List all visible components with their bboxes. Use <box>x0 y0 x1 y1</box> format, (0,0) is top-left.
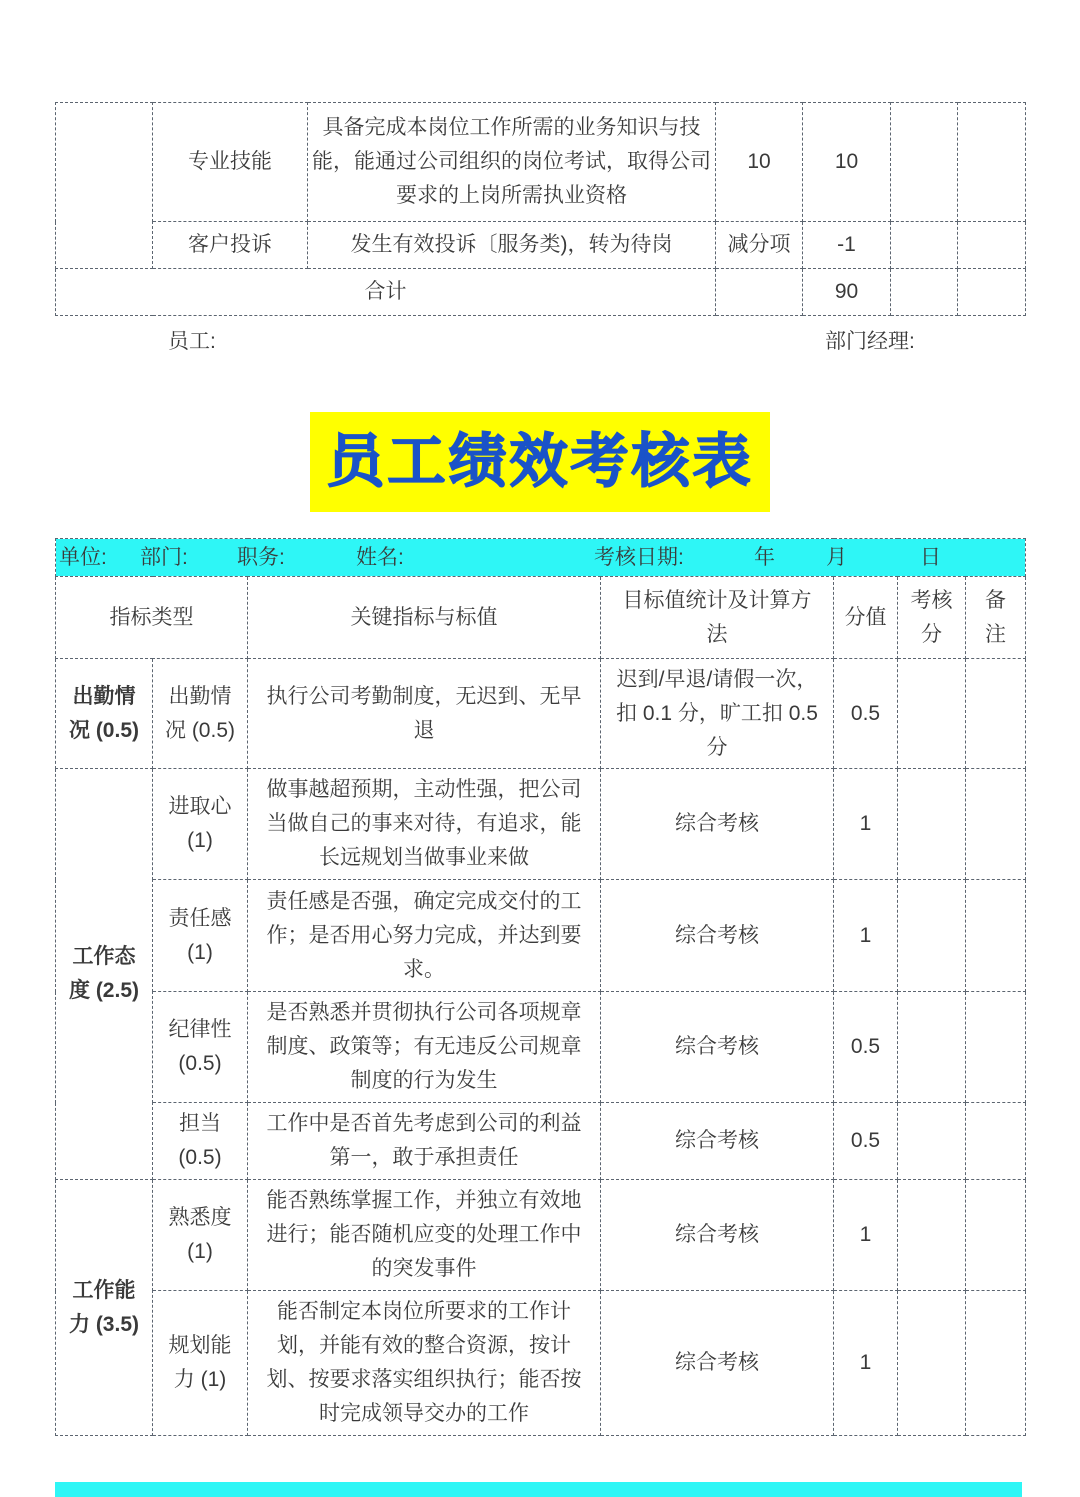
kpi-cell: 是否熟悉并贯彻执行公司各项规章制度、政策等；有无违反公司规章制度的行为发生 <box>248 992 601 1103</box>
kpi-cell: 能否制定本岗位所要求的工作计划，并能有效的整合资源，按计划、按要求落实组织执行；能否按时完成领导交办的工作 <box>248 1291 601 1436</box>
sub-indicator-cell: 进取心 (1) <box>153 769 248 880</box>
group-cell-attendance: 出勤情况 (0.5) <box>56 659 153 769</box>
method-cell: 综合考核 <box>601 880 834 992</box>
total-label-cell: 合计 <box>56 269 716 316</box>
header-kpi: 关键指标与标值 <box>248 577 601 659</box>
kpi-cell: 执行公司考勤制度，无迟到、无早退 <box>248 659 601 769</box>
empty-cell <box>898 1180 966 1291</box>
table-row <box>56 1103 1026 1180</box>
header-row <box>56 577 1026 659</box>
table-row <box>56 880 1026 992</box>
sub-indicator-cell: 纪律性 (0.5) <box>153 992 248 1103</box>
score-cell: 0.5 <box>834 1103 898 1180</box>
sub-indicator-cell: 规划能力 (1) <box>153 1291 248 1436</box>
score-cell: 0.5 <box>834 659 898 769</box>
empty-cell <box>958 222 1026 269</box>
table-row <box>56 769 1026 880</box>
empty-cell <box>898 659 966 769</box>
info-bar-row <box>56 539 1026 577</box>
group-cell-ability: 工作能力 (3.5) <box>56 1180 153 1436</box>
header-indicator-type: 指标类型 <box>56 577 248 659</box>
table-row <box>56 222 1026 269</box>
kpi-cell: 做事越超预期，主动性强，把公司当做自己的事来对待，有追求，能长远规划当做事业来做 <box>248 769 601 880</box>
header-evaluation <box>898 577 966 659</box>
previous-score-table <box>55 102 1026 316</box>
header-method-text: 目标值统计及计算方法 <box>622 588 812 646</box>
header-remark <box>966 577 1026 659</box>
empty-cell <box>716 269 803 316</box>
unit-label: 单位: <box>59 545 107 569</box>
employee-signature-label: 员工: <box>168 330 216 353</box>
score-cell: 1 <box>834 1180 898 1291</box>
method-cell: 综合考核 <box>601 992 834 1103</box>
sub-indicator-cell: 出勤情况 (0.5) <box>153 659 248 769</box>
empty-cell <box>966 1103 1026 1180</box>
empty-cell <box>966 1291 1026 1436</box>
empty-cell <box>966 659 1026 769</box>
kpi-cell: 责任感是否强，确定完成交付的工作；是否用心努力完成，并达到要求。 <box>248 880 601 992</box>
empty-cell <box>56 103 153 269</box>
score-cell: 10 <box>716 103 803 222</box>
position-label: 职务: <box>237 545 285 569</box>
header-score: 分值 <box>834 577 898 659</box>
day-label: 日 <box>920 545 941 569</box>
indicator-cell: 客户投诉 <box>153 222 308 269</box>
year-label: 年 <box>754 545 775 569</box>
table-row <box>56 992 1026 1103</box>
empty-cell <box>891 269 958 316</box>
table-row <box>56 1180 1026 1291</box>
sub-indicator-cell: 熟悉度 (1) <box>153 1180 248 1291</box>
date-label: 考核日期: <box>594 545 684 569</box>
method-cell: 综合考核 <box>601 1291 834 1436</box>
value-cell: 10 <box>803 103 891 222</box>
score-cell: 0.5 <box>834 992 898 1103</box>
empty-cell <box>966 880 1026 992</box>
evaluation-table <box>55 538 1026 1436</box>
score-cell: 1 <box>834 880 898 992</box>
empty-cell <box>958 269 1026 316</box>
sub-indicator-cell: 担当 (0.5) <box>153 1103 248 1180</box>
empty-cell <box>898 1291 966 1436</box>
manager-signature-label: 部门经理: <box>825 330 915 353</box>
table-row <box>56 103 1026 222</box>
method-cell: 迟到/早退/请假一次，扣 0.1 分，旷工扣 0.5 分 <box>601 659 834 769</box>
kpi-cell: 发生有效投诉〔服务类)，转为待岗 <box>308 222 716 269</box>
empty-cell <box>891 222 958 269</box>
kpi-cell: 能否熟练掌握工作，并独立有效地进行；能否随机应变的处理工作中的突发事件 <box>248 1180 601 1291</box>
empty-cell <box>966 992 1026 1103</box>
method-cell: 综合考核 <box>601 1103 834 1180</box>
empty-cell <box>898 880 966 992</box>
total-row <box>56 269 1026 316</box>
kpi-cell: 具备完成本岗位工作所需的业务知识与技能，能通过公司组织的岗位考试，取得公司要求的上岗所需执业资格 <box>308 103 716 222</box>
method-cell: 综合考核 <box>601 769 834 880</box>
header-remark-text: 备注 <box>985 588 1006 646</box>
next-page-header-strip <box>55 1482 1022 1497</box>
empty-cell <box>966 769 1026 880</box>
kpi-cell: 工作中是否首先考虑到公司的利益第一，敢于承担责任 <box>248 1103 601 1180</box>
score-cell: 1 <box>834 769 898 880</box>
total-value-cell: 90 <box>803 269 891 316</box>
sub-indicator-cell: 责任感 (1) <box>153 880 248 992</box>
value-cell: -1 <box>803 222 891 269</box>
header-evaluation-text: 考核分 <box>910 588 953 646</box>
info-bar <box>56 539 1026 577</box>
table-row <box>56 659 1026 769</box>
page-title: 员工绩效考核表 <box>310 412 770 512</box>
score-cell: 减分项 <box>716 222 803 269</box>
empty-cell <box>898 1103 966 1180</box>
name-label: 姓名: <box>356 545 404 569</box>
empty-cell <box>898 769 966 880</box>
group-cell-attitude: 工作态度 (2.5) <box>56 769 153 1180</box>
header-method <box>601 577 834 659</box>
method-cell: 综合考核 <box>601 1180 834 1291</box>
signature-row <box>55 325 1025 359</box>
empty-cell <box>958 103 1026 222</box>
table-row <box>56 1291 1026 1436</box>
empty-cell <box>966 1180 1026 1291</box>
empty-cell <box>891 103 958 222</box>
empty-cell <box>898 992 966 1103</box>
indicator-cell: 专业技能 <box>153 103 308 222</box>
department-label: 部门: <box>140 545 188 569</box>
score-cell: 1 <box>834 1291 898 1436</box>
month-label: 月 <box>826 545 847 569</box>
